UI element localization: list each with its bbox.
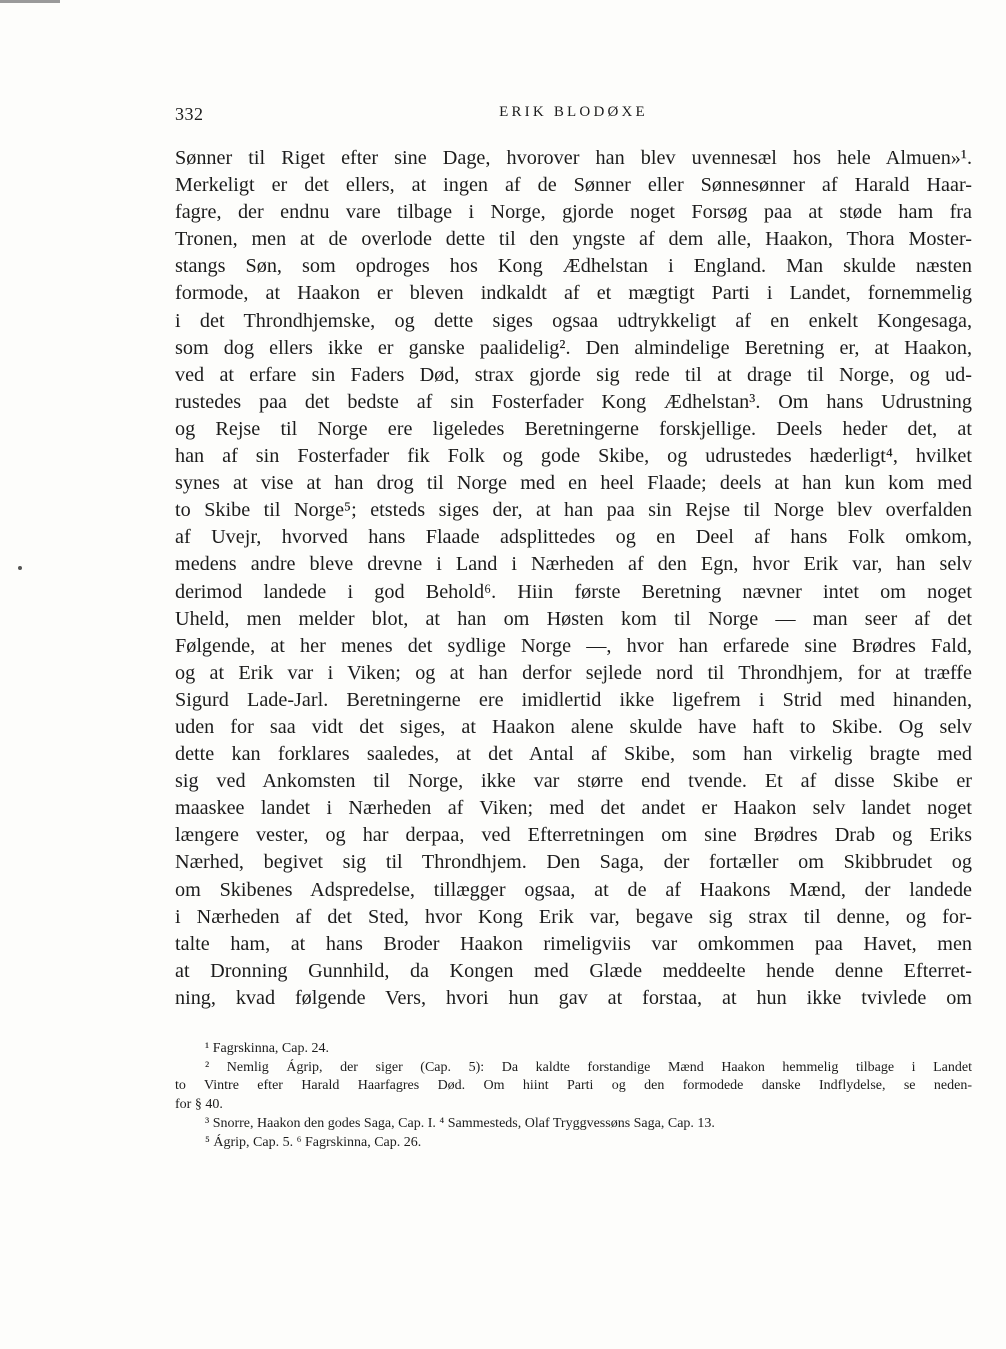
text-line: formode, at Haakon er bleven indkaldt af et mægtigt Parti i Landet, fornemmelig (175, 282, 972, 305)
text-line: om Skibenes Adspredelse, tillægger ogsaa, at de af Haakons Mænd, der landede (175, 878, 972, 901)
page-header (175, 104, 972, 126)
footnote-5-6: ⁵ Ágrip, Cap. 5. ⁶ Fagrskinna, Cap. 26. (205, 1134, 422, 1150)
text-line: Uheld, men melder blot, at han om Høsten kom til Norge — man seer af det (175, 607, 972, 630)
text-line: talte ham, at hans Broder Haakon rimeligviis var omkommen paa Havet, men (175, 932, 972, 955)
text-line: længere vester, og har derpaa, ved Efterretningen om sine Brødres Drab og Eriks (175, 824, 972, 847)
text-line: som dog ellers ikke er ganske paalidelig². Den almindelige Beretning er, at Haakon, (175, 336, 972, 359)
footnote-2-continued: to Vintre efter Harald Haarfagres Død. Om hiint Parti og den formodede danske Indflydelse, se neden- (175, 1078, 972, 1094)
text-line: i det Throndhjemske, og dette siges ogsaa udtrykkeligt af en enkelt Kongesaga, (175, 309, 972, 332)
footnotes (175, 1040, 972, 1152)
text-line: maaskee landet i Nærheden af Viken; med det andet er Haakon selv landet noget (175, 797, 972, 820)
text-line: han af sin Fosterfader fik Folk og gode Skibe, og udrustedes hæderligt⁴, hvilket (175, 445, 972, 468)
text-line: synes at vise at han drog til Norge med en heel Flaade; deels at han kun kom med (175, 472, 972, 495)
running-title: ERIK BLODØXE (499, 104, 648, 120)
page-number: 332 (175, 104, 204, 124)
scan-edge-mark (0, 0, 60, 3)
text-line: Nærhed, begivet sig til Throndhjem. Den Saga, der fortæller om Skibbrudet og (175, 851, 972, 874)
text-line: Sønner til Riget efter sine Dage, hvorover han blev uvennesæl hos hele Almuen»¹. (175, 147, 972, 169)
text-line: i Nærheden af det Sted, hvor Kong Erik var, begave sig strax til denne, og for- (175, 905, 972, 928)
text-line: af Uvejr, hvorved hans Flaade adsplittedes og en Deel af hans Folk omkom, (175, 526, 972, 549)
footnote-2: ² Nemlig Ágrip, der siger (Cap. 5): Da kaldte forstandige Mænd Haakon hemmelig tilbage i Landet (205, 1059, 972, 1075)
text-line: medens andre bleve drevne i Land i Nærheden af den Egn, hvor Erik var, han selv (175, 553, 972, 576)
footnote-1: ¹ Fagrskinna, Cap. 24. (205, 1041, 329, 1056)
text-line: ved at erfare sin Faders Død, strax gjorde sig rede til at drage til Norge, og ud- (175, 363, 972, 386)
text-line: og Rejse til Norge ere ligeledes Beretningerne forskjellige. Deels heder det, at (175, 417, 972, 440)
text-line: Sigurd Lade-Jarl. Beretningerne ere imidlertid ikke ligefrem i Strid med hinanden, (175, 688, 972, 711)
body-text (175, 145, 972, 1012)
text-line: Følgende, at her menes det sydlige Norge —, hvor han erfarede sine Brødres Fald, (175, 634, 972, 657)
text-line: sig ved Ankomsten til Norge, ikke var større end tvende. Et af disse Skibe er (175, 770, 972, 793)
text-line: at Dronning Gunnhild, da Kongen med Glæde meddeelte hende denne Efterret- (175, 959, 972, 982)
text-line: dette kan forklares saaledes, at det Antal af Skibe, som han virkelig bragte med (175, 743, 972, 766)
text-line: uden for saa vidt det siges, at Haakon alene skulde have haft to Skibe. Og selv (175, 715, 972, 738)
text-line: to Skibe til Norge⁵; etsteds siges der, at han paa sin Rejse til Norge blev overfalden (175, 499, 972, 522)
text-line: rustedes paa det bedste af sin Fosterfader Kong Ædhelstan³. Om hans Udrustning (175, 390, 972, 413)
text-line: stangs Søn, som opdroges hos Kong Ædhelstan i England. Man skulde næsten (175, 255, 972, 278)
footnote-3-4: ³ Snorre, Haakon den godes Saga, Cap. I. ⁴ Sammesteds, Olaf Tryggvessøns Saga, Cap. 13. (205, 1115, 715, 1131)
text-line: derimod landede i god Behold⁶. Hiin første Beretning nævner intet om noget (175, 580, 972, 603)
text-line: Merkeligt er det ellers, at ingen af de Sønner eller Sønnesønner af Harald Haar- (175, 174, 972, 197)
text-line: Tronen, men at de overlode dette til den yngste af dem alle, Haakon, Thora Moster- (175, 228, 972, 251)
margin-speck (18, 566, 22, 570)
text-line: fagre, der endnu vare tilbage i Norge, gjorde noget Forsøg paa at støde ham fra (175, 201, 972, 224)
footnote-2-end: for § 40. (175, 1097, 223, 1113)
text-line: og at Erik var i Viken; og at han derfor sejlede nord til Throndhjem, for at træffe (175, 661, 972, 684)
text-line: ning, kvad følgende Vers, hvori hun gav at forstaa, at hun ikke tvivlede om (175, 986, 972, 1009)
